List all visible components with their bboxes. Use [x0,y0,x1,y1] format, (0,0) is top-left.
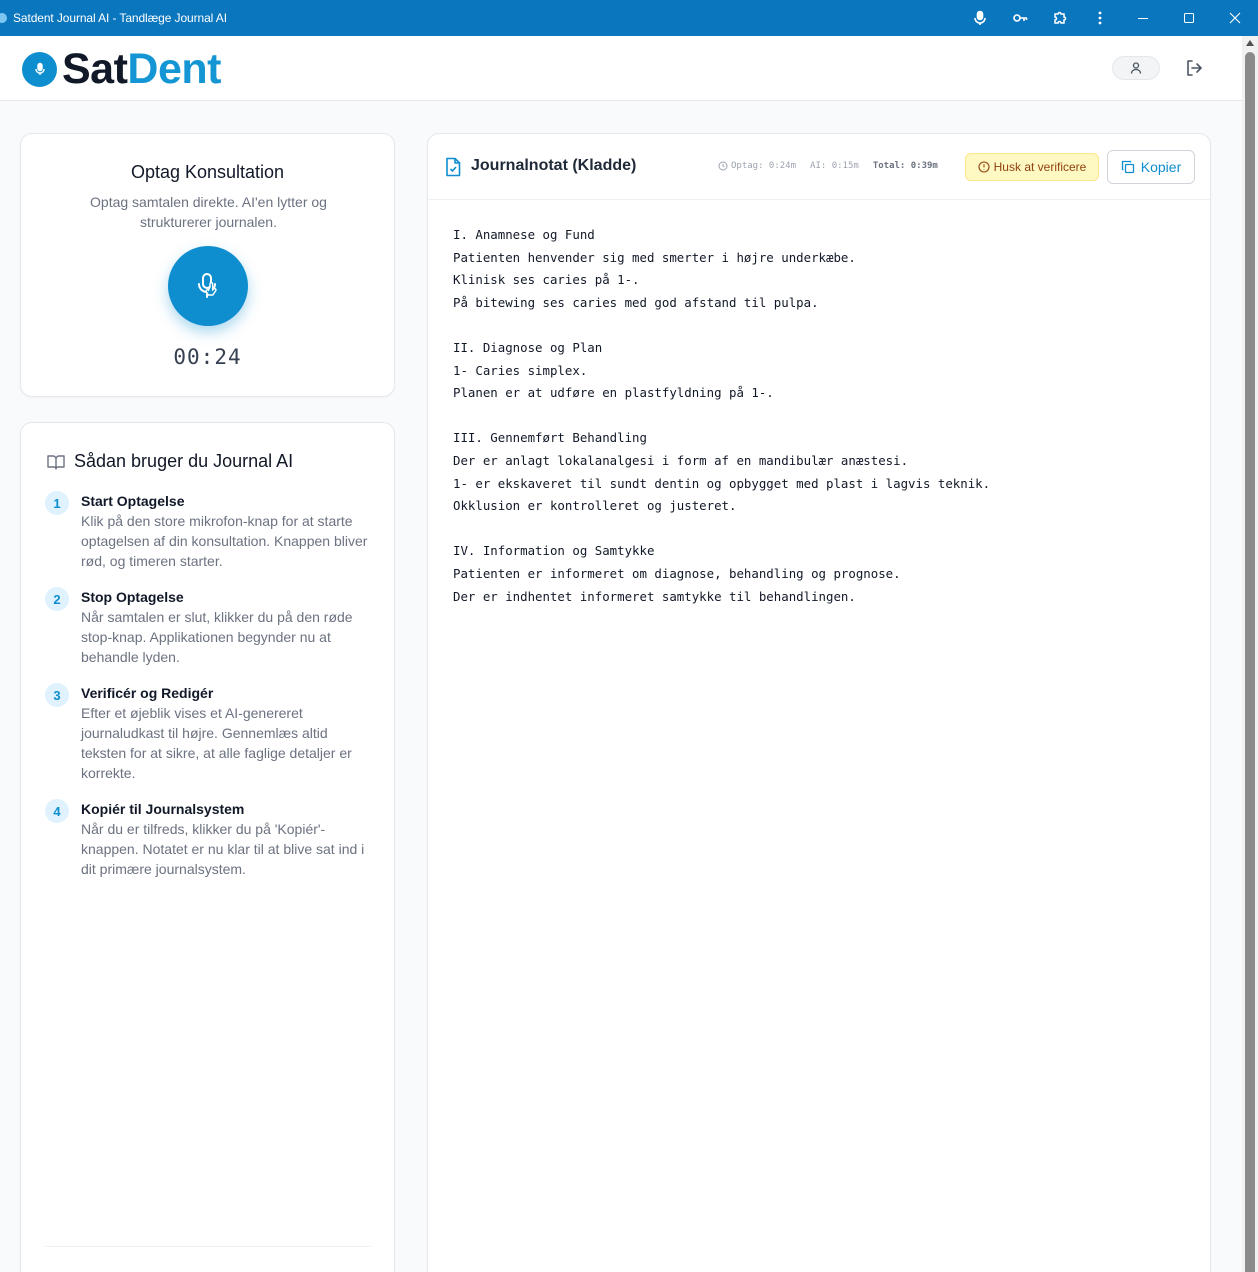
step-text: Når samtalen er slut, klikker du på den røde stop-knap. Applikationen begynder nu at behandle lyden. [81,609,353,665]
close-icon[interactable] [1212,0,1258,36]
window-titlebar [0,0,1258,36]
step-title: Kopiér til Journalsystem [81,801,245,817]
stat-record: Optag: 0:24m [731,161,797,171]
microphone-icon [191,269,225,303]
copy-button[interactable] [1107,150,1195,184]
book-icon [46,452,66,472]
stat-total: Total: 0:39m [872,161,938,171]
divider [45,1246,371,1247]
logo-text: SatDent [62,45,221,93]
minimize-icon[interactable] [1120,0,1166,36]
record-subtitle: Optag samtalen direkte. AI'en lytter og strukturerer journalen. [90,194,327,230]
journal-header [428,134,1210,200]
logo-microphone-icon [22,52,57,87]
document-icon [444,157,462,177]
step-number: 4 [45,799,69,823]
copy-icon [1121,160,1135,174]
user-icon [1129,61,1143,75]
logout-icon [1184,58,1204,78]
window-title: Satdent Journal AI - Tandlæge Journal AI [13,11,227,25]
logout-button[interactable] [1182,56,1206,80]
copy-label: Kopier [1140,159,1182,175]
journal-text[interactable]: I. Anamnese og Fund Patienten henvender sig med smerter i højre underkæbe. Klinisk ses caries på 1-. På bitewing ses caries med god afstand til pulpa. II. Diagnose og Plan 1- Caries simplex. Planen er at udføre en plastfyldning på 1-. III. Gennemført Behandling Der er anlagt lokalanalgesi i form af en mandibulær anæstesi. 1- er ekskaveret til sundt dentin og opbygget med plast i lagvis teknik. Okklusion er kontrolleret og justeret. IV. Information og Samtykke Patienten er informeret om diagnose, behandling og prognose. Der er indhentet informeret samtykke til behandlingen. [453,227,991,604]
user-menu-button[interactable] [1112,56,1160,80]
record-timer: 00:24 [173,345,242,369]
key-icon[interactable] [1000,0,1040,36]
guide-step [45,491,375,571]
logo[interactable] [22,45,221,93]
journal-title: Journalnotat (Kladde) [471,157,637,174]
guide-title: Sådan bruger du Journal AI [74,451,294,471]
alert-circle-icon [978,161,990,173]
guide-header [46,451,293,472]
step-title: Start Optagelse [81,493,185,509]
guide-steps [45,491,375,895]
guide-card [20,422,395,1272]
verify-label: Husk at verificere [993,160,1087,174]
clock-icon [718,161,728,171]
titlebar-actions [960,0,1258,36]
more-vertical-icon[interactable] [1080,0,1120,36]
step-number: 3 [45,683,69,707]
app-icon [0,13,7,23]
step-number: 2 [45,587,69,611]
timing-stats [718,161,938,171]
microphone-icon[interactable] [960,0,1000,36]
step-text: Efter et øjeblik vises et AI-genereret journaludkast til højre. Gennemlæs altid teksten for at sikre, at alle faglige detaljer er korrekte. [81,705,352,781]
maximize-icon[interactable] [1166,0,1212,36]
scrollbar-thumb[interactable] [1245,52,1255,1272]
record-button[interactable] [168,246,248,326]
record-title: Optag Konsultation [130,162,285,182]
verify-badge [965,153,1099,181]
guide-step [45,683,375,783]
extension-icon[interactable] [1040,0,1080,36]
app-header [0,36,1242,101]
step-title: Stop Optagelse [81,589,184,605]
journal-card [427,133,1211,1272]
record-card [20,133,395,397]
stat-ai: AI: 0:15m [810,161,859,171]
step-number: 1 [45,491,69,515]
guide-step [45,587,375,667]
step-title: Verificér og Redigér [81,685,214,701]
step-text: Klik på den store mikrofon-knap for at starte optagelsen af din konsultation. Knappen bliver rød, og timeren starter. [81,513,368,569]
step-text: Når du er tilfreds, klikker du på 'Kopiér'-knappen. Notatet er nu klar til at blive sat ind i dit primære journalsystem. [81,821,365,877]
scroll-up-arrow-icon[interactable] [1246,40,1254,46]
guide-step [45,799,375,879]
page-scrollbar[interactable] [1242,36,1258,1272]
